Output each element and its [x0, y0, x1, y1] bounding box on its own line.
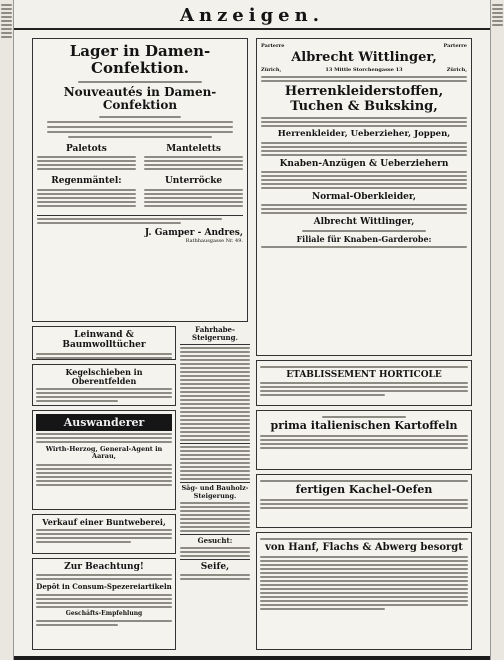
ad-signature-address: Rathhausgasse Nr. 49.	[185, 237, 243, 244]
ad-leinwand	[32, 326, 176, 360]
filiale-heading: Filiale für Knaben-Garderobe:	[296, 233, 432, 244]
parterre-left: Parterre	[261, 43, 285, 49]
wittlinger-signature: Albrecht Wittlinger,	[313, 217, 415, 228]
newspaper-page	[14, 0, 490, 656]
city-right: Zürich,	[446, 67, 467, 74]
beachtung-title: Zur Beachtung!	[64, 562, 144, 572]
parterre-right: Parterre	[443, 43, 467, 49]
ad-etablissement	[256, 360, 472, 406]
manteletts-heading: Manteletts	[166, 144, 221, 155]
gesucht-title: Gesucht:	[197, 536, 233, 546]
left-margin-text	[0, 0, 13, 42]
ad-subtitle: Nouveautés in Damen-Confektion	[63, 84, 217, 113]
depot-title: Depôt in Consum-Spezereiartikeln	[36, 582, 172, 592]
unterroecke-heading: Unterröcke	[164, 176, 223, 187]
ad-auswanderer	[32, 410, 176, 510]
right-margin-text	[491, 0, 504, 30]
city-left: Zürich,	[261, 67, 282, 74]
paletots-heading: Paletots	[65, 144, 107, 155]
auswanderer-title: Auswanderer	[36, 414, 172, 431]
ad-kegelschieben	[32, 364, 176, 406]
seife-title: Seife,	[200, 562, 230, 573]
geschaeft-title: Geschäfts-Empfehlung	[65, 610, 143, 618]
headline-tuchen: Tuchen & Buksking,	[290, 98, 438, 114]
kartoffeln-title: prima italienischen Kartoffeln	[270, 419, 458, 432]
ad-signature: J. Gamper - Andres,	[144, 227, 243, 238]
regenmantel-heading: Regenmäntel:	[51, 176, 122, 187]
left-page-margin	[0, 0, 14, 660]
etablissement-title: ETABLISSEMENT HORTICOLE	[286, 370, 442, 380]
hanf-title: von Hanf, Flachs & Abwerg besorgt	[265, 542, 463, 553]
kegel-title: Kegelschieben in Oberentfelden	[65, 367, 143, 387]
page-title: Anzeigen.	[14, 4, 490, 30]
headline-knaben: Knaben-Anzügen & Ueberziehern	[279, 158, 449, 169]
wittlinger-name: Albrecht Wittlinger,	[291, 49, 437, 65]
wittlinger-address: 13 Mittle Storchengasse 13	[325, 67, 403, 74]
ad-beachtung	[32, 558, 176, 650]
headline-herrenkleider: Herrenkleider, Ueberzieher, Joppen,	[277, 128, 451, 139]
saeg-title: Säg- und Bauholz-Steigerung.	[181, 484, 249, 500]
headline-normal-oberkleider: Normal-Oberkleider,	[311, 191, 417, 202]
buntweberei-title: Verkauf einer Buntweberei,	[42, 517, 166, 527]
headline-herrenkleiderstoffen: Herrenkleiderstoffen,	[284, 83, 444, 99]
fahrhabe-title: Fahrhabe-Steigerung.	[180, 326, 250, 345]
ofen-title: fertigen Kachel-Oefen	[295, 483, 433, 496]
ad-damen-confektion	[32, 38, 248, 322]
right-page-margin	[490, 0, 504, 660]
middle-column	[180, 326, 250, 652]
ad-title: Lager in Damen-Confektion.	[69, 42, 211, 78]
ad-kachelofen	[256, 474, 472, 528]
ad-buntweberei	[32, 514, 176, 554]
wirth-title: Wirth-Herzog, General-Agent in Aarau,	[45, 445, 163, 461]
ad-kartoffeln	[256, 410, 472, 470]
ad-hanf	[256, 532, 472, 650]
leinwand-title: Leinwand & Baumwolltücher	[62, 330, 146, 351]
ad-wittlinger	[256, 38, 472, 356]
